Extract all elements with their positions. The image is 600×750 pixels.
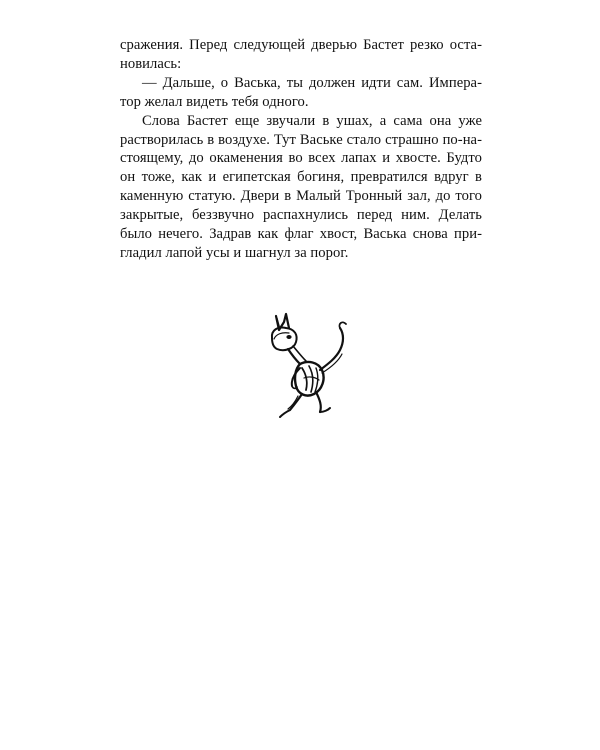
- text-line: каменную статую. Двери в Малый Тронный зал, до того: [120, 188, 482, 205]
- text-line: стоящему, до окаменения во всех лапах и хвосте. Будто: [120, 150, 482, 167]
- text-line: он тоже, как и египетская богиня, превратился вдруг в: [120, 169, 482, 186]
- cat-sketch-icon: [262, 308, 362, 420]
- body-text: [120, 36, 482, 263]
- text-line: Слова Бастет еще звучали в ушах, а сама она уже: [142, 112, 482, 129]
- text-line: закрытые, беззвучно распахнулись перед ним. Делать: [120, 207, 482, 224]
- text-line: было нечего. Задрав как флаг хвост, Васька снова при-: [120, 226, 482, 243]
- text-line: тор желал видеть тебя одного.: [120, 93, 309, 110]
- text-line: — Дальше, о Васька, ты должен идти сам. Импера-: [142, 74, 482, 91]
- text-line: гладил лапой усы и шагнул за порог.: [120, 244, 349, 261]
- text-line: новилась:: [120, 55, 182, 72]
- text-line: сражения. Перед следующей дверью Бастет резко оста-: [120, 37, 482, 53]
- text-line: растворилась в воздухе. Тут Ваське стало страшно по-на-: [120, 131, 482, 148]
